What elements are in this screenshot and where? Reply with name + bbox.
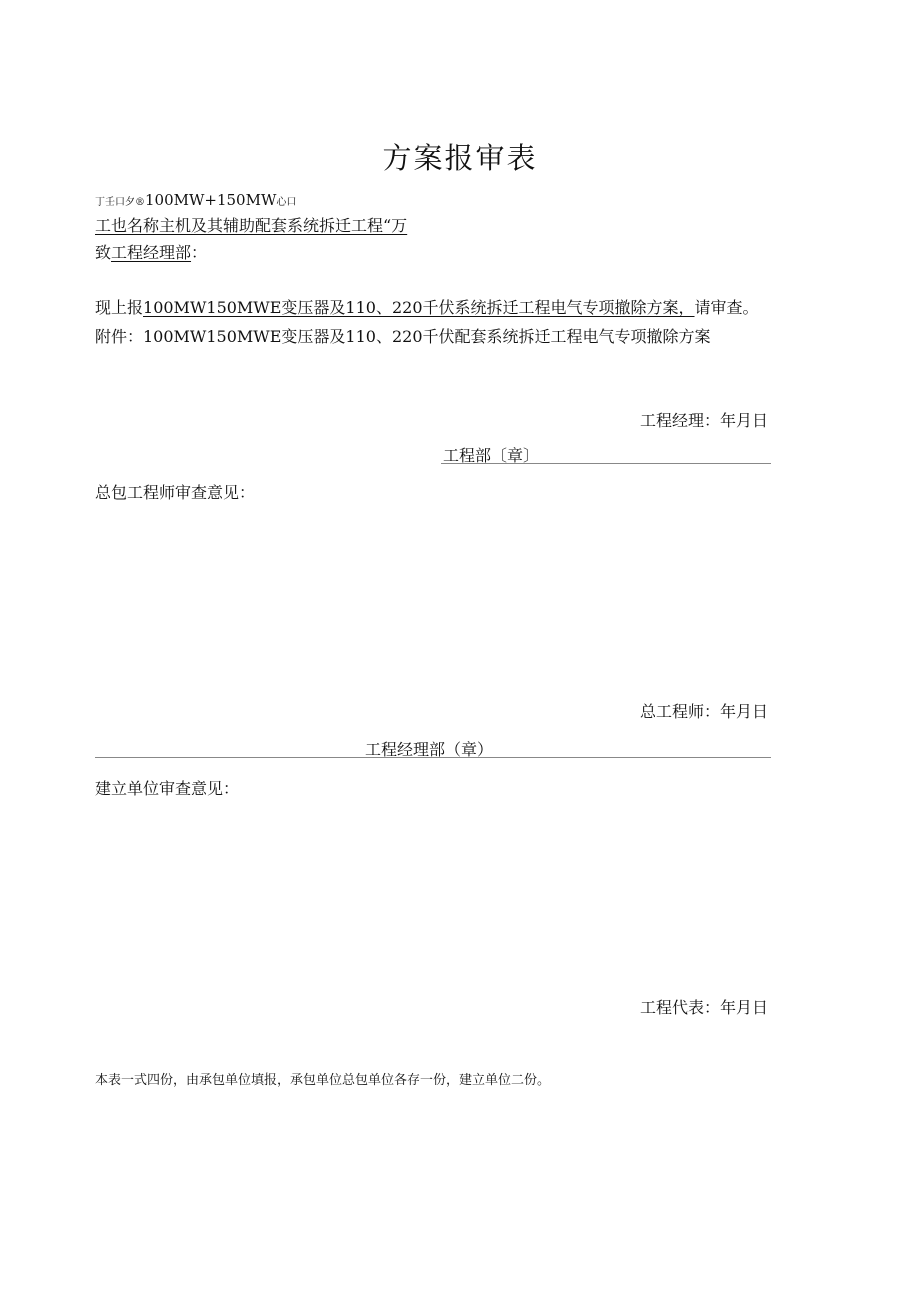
chief-engineer-signature: 总工程师：年月日	[639, 702, 768, 721]
supervisor-review-heading: 建立单位审查意见：	[95, 779, 240, 798]
report-prefix: 现上报	[95, 298, 144, 317]
addressee-department: 工程经理部	[111, 243, 192, 262]
representative-signature: 工程代表：年月日	[639, 998, 768, 1017]
page-title: 方案报审表	[382, 141, 538, 175]
department-seal: 工程部〔章〕	[443, 446, 540, 465]
report-line	[95, 295, 759, 318]
project-capacity-line	[95, 191, 296, 209]
section-divider	[95, 757, 771, 758]
manager-dept-seal: 工程经理部（章）	[365, 740, 494, 759]
project-suffix: 心口	[276, 197, 297, 208]
attachment-line: 附件：100MW150MWE变压器及110、220千伏配套系统拆迁工程电气专项撤除方案	[95, 327, 711, 346]
contractor-review-heading: 总包工程师审查意见：	[95, 483, 256, 502]
addressee-suffix: ：	[191, 243, 208, 262]
addressee-prefix: 致	[95, 243, 112, 262]
project-prefix: 丁壬口夕®	[95, 197, 145, 208]
footnote: 本表一式四份，由承包单位填报，承包单位总包单位各存一份，建立单位二份。	[95, 1073, 551, 1088]
seal-divider	[441, 463, 771, 464]
addressee-line	[95, 240, 207, 263]
report-suffix: 请审查。	[694, 298, 759, 317]
manager-signature: 工程经理：年月日	[639, 411, 768, 430]
report-subject: 100MW150MWE变压器及110、220千伏系统拆迁工程电气专项撤除方案，	[143, 298, 695, 317]
project-name-line: 工也名称主机及其辅助配套系统拆迁工程“万	[95, 216, 408, 235]
project-capacity: 100MW+150MW	[145, 191, 277, 209]
